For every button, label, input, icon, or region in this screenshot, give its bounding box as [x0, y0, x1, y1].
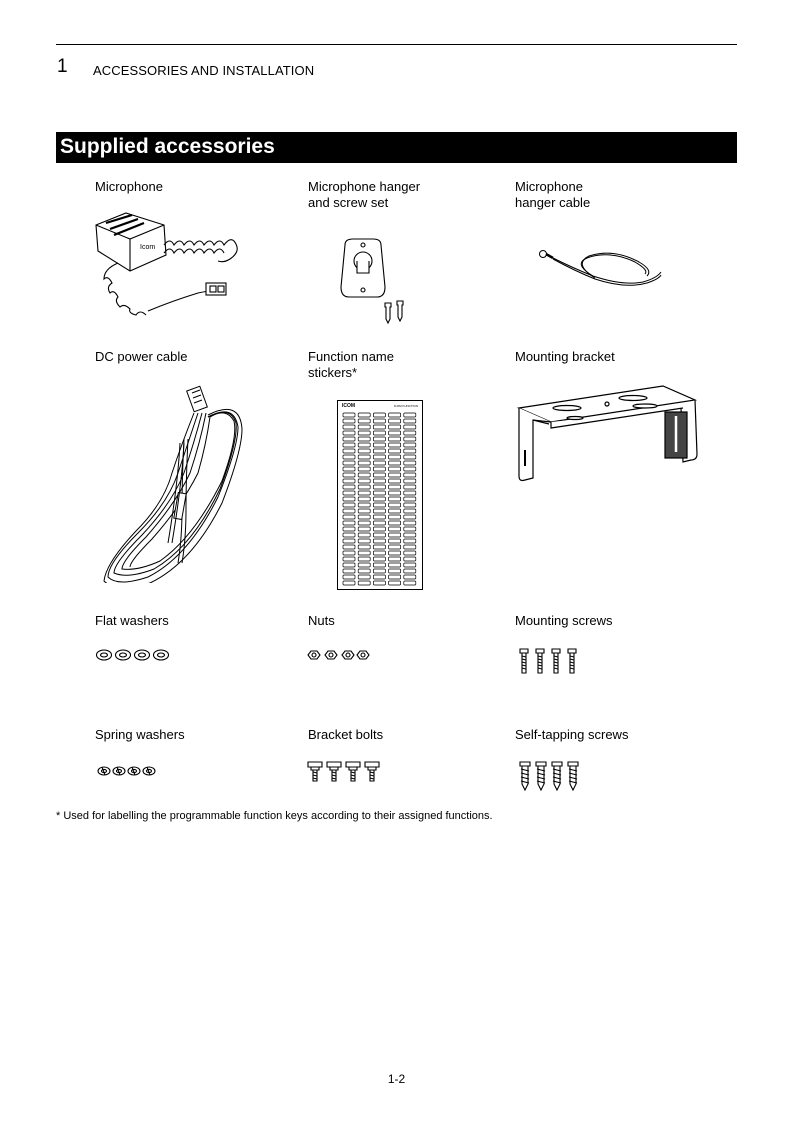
- label-spring-washers: Spring washers: [95, 727, 185, 742]
- sticker-label-slot: [404, 515, 416, 519]
- sticker-label-slot: [404, 449, 416, 453]
- sticker-label-slot: [404, 569, 416, 573]
- sticker-label-slot: [343, 515, 355, 519]
- mounting-screws-illustration: [517, 647, 581, 675]
- hanger-cable-illustration: [535, 242, 665, 292]
- sticker-label-slot: [373, 455, 385, 459]
- sticker-label-slot: [343, 575, 355, 579]
- sticker-label-slot: [343, 467, 355, 471]
- sticker-label-slot: [358, 449, 370, 453]
- sticker-label-slot: [373, 413, 385, 417]
- spring-washers-illustration: [96, 764, 160, 778]
- sticker-label-slot: [373, 443, 385, 447]
- sticker-label-slot: [373, 473, 385, 477]
- sticker-label-slot: [389, 539, 401, 543]
- chapter-title: ACCESSORIES AND INSTALLATION: [93, 63, 315, 78]
- sticker-label-slot: [389, 443, 401, 447]
- sticker-label-slot: [373, 551, 385, 555]
- sticker-label-slot: [358, 473, 370, 477]
- sticker-label-slot: [404, 545, 416, 549]
- section-title: Supplied accessories: [60, 135, 275, 158]
- sticker-label-slot: [389, 485, 401, 489]
- sticker-label-slot: [389, 515, 401, 519]
- sticker-label-slot: [373, 527, 385, 531]
- sticker-label-slot: [358, 425, 370, 429]
- sticker-label-slot: [404, 413, 416, 417]
- self-tapping-screws-illustration: [518, 760, 582, 792]
- sticker-label-slot: [404, 491, 416, 495]
- label-mounting-bracket: Mounting bracket: [515, 349, 615, 364]
- sticker-label-slot: [404, 509, 416, 513]
- sticker-label-slot: [373, 515, 385, 519]
- sticker-label-slot: [389, 479, 401, 483]
- sticker-label-slot: [389, 551, 401, 555]
- sticker-label-slot: [358, 431, 370, 435]
- sticker-label-slot: [373, 425, 385, 429]
- sticker-label-slot: [404, 497, 416, 501]
- sticker-label-slot: [373, 437, 385, 441]
- sticker-label-slot: [358, 419, 370, 423]
- sticker-label-slot: [343, 443, 355, 447]
- sticker-label-slot: [373, 485, 385, 489]
- sticker-label-slot: [389, 521, 401, 525]
- sticker-label-slot: [373, 563, 385, 567]
- sticker-label-slot: [373, 539, 385, 543]
- sticker-label-slot: [358, 413, 370, 417]
- sticker-label-slot: [389, 425, 401, 429]
- sticker-label-slot: [343, 449, 355, 453]
- sticker-label-slot: [358, 437, 370, 441]
- sticker-brand-text: ICOM: [342, 403, 356, 409]
- sticker-label-slot: [389, 491, 401, 495]
- sticker-grid-graphic: [338, 401, 422, 589]
- sticker-label-slot: [343, 437, 355, 441]
- label-mounting-screws: Mounting screws: [515, 613, 613, 628]
- sticker-label-slot: [343, 533, 355, 537]
- sticker-label-slot: [404, 521, 416, 525]
- sticker-label-slot: [343, 413, 355, 417]
- sticker-label-slot: [373, 431, 385, 435]
- label-dc-power-cable: DC power cable: [95, 349, 188, 364]
- dc-power-cable-illustration: [98, 383, 243, 583]
- sticker-label-slot: [373, 575, 385, 579]
- sticker-label-slot: [389, 419, 401, 423]
- sticker-label-slot: [389, 431, 401, 435]
- sticker-label-slot: [343, 419, 355, 423]
- sticker-label-slot: [404, 431, 416, 435]
- sticker-label-slot: [389, 467, 401, 471]
- sticker-label-slot: [343, 473, 355, 477]
- sticker-label-slot: [404, 533, 416, 537]
- sticker-label-slot: [358, 527, 370, 531]
- sticker-label-slot: [404, 443, 416, 447]
- sticker-label-slot: [373, 419, 385, 423]
- sticker-label-slot: [373, 503, 385, 507]
- sticker-label-slot: [343, 551, 355, 555]
- sticker-label-slot: [343, 455, 355, 459]
- sticker-label-slot: [404, 455, 416, 459]
- sticker-label-slot: [373, 449, 385, 453]
- header-rule: [56, 44, 737, 45]
- sticker-label-slot: [343, 479, 355, 483]
- sticker-label-slot: [358, 521, 370, 525]
- sticker-label-slot: [389, 563, 401, 567]
- sticker-label-slot: [343, 527, 355, 531]
- label-flat-washers: Flat washers: [95, 613, 169, 628]
- sticker-label-slot: [373, 521, 385, 525]
- hanger-screw-set-illustration: [333, 237, 413, 327]
- bracket-bolts-illustration: [307, 759, 383, 783]
- page-number: 1-2: [387, 1072, 406, 1086]
- label-microphone-hanger: Microphone hanger and screw set: [308, 179, 421, 210]
- sticker-label-slot: [373, 491, 385, 495]
- sticker-label-slot: [343, 425, 355, 429]
- sticker-label-slot: [404, 575, 416, 579]
- sticker-label-slot: [389, 455, 401, 459]
- sticker-label-slot: [404, 563, 416, 567]
- sticker-label-slot: [373, 461, 385, 465]
- label-bracket-bolts: Bracket bolts: [308, 727, 384, 742]
- sticker-label-slot: [343, 491, 355, 495]
- sticker-label-slot: [358, 551, 370, 555]
- sticker-label-slot: [389, 509, 401, 513]
- sticker-label-slot: [389, 449, 401, 453]
- sticker-label-slot: [373, 569, 385, 573]
- sticker-label-slot: [389, 497, 401, 501]
- sticker-label-slot: [358, 515, 370, 519]
- sticker-label-slot: [343, 563, 355, 567]
- sticker-label-slot: [404, 467, 416, 471]
- label-nuts: Nuts: [308, 613, 335, 628]
- function-stickers-illustration: [337, 400, 423, 590]
- sticker-label-slot: [343, 569, 355, 573]
- sticker-label-slot: [343, 539, 355, 543]
- sticker-label-slot: [373, 533, 385, 537]
- nuts-illustration: [305, 648, 370, 662]
- sticker-label-slot: [404, 419, 416, 423]
- sticker-label-slot: [404, 425, 416, 429]
- sticker-label-slot: [404, 461, 416, 465]
- microphone-illustration: [88, 205, 248, 320]
- sticker-label-slot: [343, 485, 355, 489]
- sticker-label-slot: [358, 479, 370, 483]
- label-self-tapping-screws: Self-tapping screws: [515, 727, 629, 742]
- label-hanger-cable: Microphone hanger cable: [515, 179, 591, 210]
- sticker-label-slot: [373, 581, 385, 585]
- sticker-label-slot: [358, 491, 370, 495]
- sticker-label-slot: [389, 461, 401, 465]
- sticker-label-slot: [343, 521, 355, 525]
- sticker-label-slot: [358, 467, 370, 471]
- sticker-label-slot: [373, 497, 385, 501]
- sticker-label-slot: [358, 455, 370, 459]
- sticker-code-text: ICOM FUNCTION: [393, 404, 418, 408]
- sticker-label-slot: [389, 533, 401, 537]
- sticker-label-slot: [404, 557, 416, 561]
- sticker-label-slot: [389, 527, 401, 531]
- mounting-bracket-illustration: [513, 380, 703, 485]
- sticker-label-slot: [343, 461, 355, 465]
- sticker-label-slot: [389, 569, 401, 573]
- sticker-label-slot: [358, 443, 370, 447]
- sticker-label-slot: [404, 437, 416, 441]
- sticker-label-slot: [358, 569, 370, 573]
- sticker-label-slot: [358, 533, 370, 537]
- sticker-label-slot: [358, 503, 370, 507]
- sticker-label-slot: [389, 545, 401, 549]
- sticker-label-slot: [343, 497, 355, 501]
- sticker-label-slot: [389, 437, 401, 441]
- svg-text:Icom: Icom: [140, 244, 156, 251]
- sticker-label-slot: [343, 431, 355, 435]
- sticker-label-slot: [373, 545, 385, 549]
- footnote: * Used for labelling the programmable function keys according to their assigned functions.: [56, 810, 493, 822]
- sticker-label-slot: [358, 557, 370, 561]
- sticker-label-slot: [343, 545, 355, 549]
- sticker-label-slot: [389, 575, 401, 579]
- sticker-label-slot: [389, 503, 401, 507]
- sticker-label-slot: [373, 467, 385, 471]
- sticker-label-slot: [358, 485, 370, 489]
- sticker-label-slot: [404, 479, 416, 483]
- sticker-label-slot: [389, 581, 401, 585]
- label-microphone: Microphone: [95, 179, 163, 194]
- sticker-label-slot: [358, 497, 370, 501]
- label-function-stickers: Function name stickers*: [308, 349, 394, 380]
- sticker-label-slot: [358, 539, 370, 543]
- section-heading-bar: [56, 132, 737, 163]
- sticker-label-slot: [373, 557, 385, 561]
- sticker-label-slot: [404, 527, 416, 531]
- sticker-label-slot: [358, 581, 370, 585]
- sticker-label-slot: [358, 509, 370, 513]
- flat-washers-illustration: [95, 647, 175, 663]
- sticker-label-slot: [404, 551, 416, 555]
- sticker-label-slot: [389, 473, 401, 477]
- sticker-label-slot: [404, 539, 416, 543]
- sticker-label-slot: [343, 509, 355, 513]
- sticker-label-slot: [373, 479, 385, 483]
- sticker-label-slot: [358, 575, 370, 579]
- sticker-label-slot: [343, 503, 355, 507]
- sticker-label-slot: [358, 545, 370, 549]
- sticker-label-slot: [389, 557, 401, 561]
- chapter-number: 1: [57, 56, 68, 77]
- sticker-label-slot: [404, 581, 416, 585]
- sticker-label-slot: [404, 473, 416, 477]
- sticker-label-slot: [343, 557, 355, 561]
- sticker-label-slot: [373, 509, 385, 513]
- sticker-label-slot: [389, 413, 401, 417]
- sticker-label-slot: [404, 503, 416, 507]
- sticker-label-slot: [343, 581, 355, 585]
- sticker-label-slot: [358, 563, 370, 567]
- sticker-label-slot: [404, 485, 416, 489]
- sticker-label-slot: [358, 461, 370, 465]
